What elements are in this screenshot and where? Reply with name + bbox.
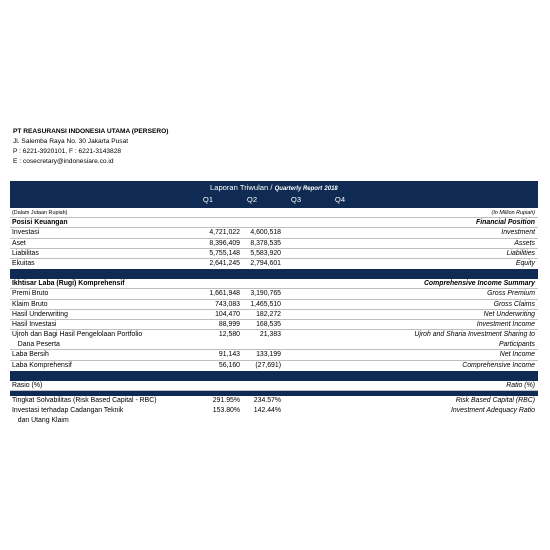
table-row	[10, 289, 538, 299]
row-label-en: Gross Claims	[493, 300, 535, 308]
row-label-id: Hasil Investasi	[12, 320, 57, 328]
quarter-q4: Q4	[334, 195, 346, 204]
row-label-en: Assets	[514, 239, 535, 247]
value-q1: 91,143	[218, 351, 240, 359]
section-title-en: Comprehensive Income Summary	[423, 280, 535, 288]
value-q2: 8,378,535	[250, 239, 281, 247]
quarter-q1: Q1	[202, 195, 214, 204]
table-row	[10, 239, 538, 249]
company-phone: P : 6221-3920101, F : 6221-3143828	[13, 148, 122, 155]
row-label-id: Tingkat Solvabilitas (Risk Based Capital - RBC)	[12, 397, 157, 405]
report-title-en: Quarterly Report	[274, 186, 323, 192]
table-row	[10, 320, 538, 330]
table-row	[10, 396, 538, 406]
row-label-id-line2: dan Utang Klaim	[17, 417, 69, 425]
row-label-id: Liabilitas	[12, 249, 39, 257]
section-title-row	[10, 218, 538, 228]
quarterly-report-table	[10, 181, 538, 427]
table-row	[10, 330, 538, 350]
unit-row	[10, 208, 538, 218]
row-label-id: Hasil Underwriting	[12, 310, 68, 318]
section-title-id: Ikhtisar Laba (Rugi) Komprehensif	[12, 280, 125, 288]
value-q2: 5,583,920	[250, 249, 281, 257]
value-q1: 56,160	[218, 361, 240, 369]
row-label-en	[414, 330, 535, 350]
table-row	[10, 228, 538, 238]
table-row	[10, 249, 538, 259]
unit-label-en: (In Million Rupiah)	[491, 210, 535, 216]
table-row	[10, 300, 538, 310]
company-info	[13, 127, 168, 167]
row-label-id: Investasi	[12, 229, 40, 237]
section-title-row	[10, 279, 538, 289]
row-label-id: Ekuitas	[12, 259, 35, 267]
table-row	[10, 361, 538, 371]
row-label-id-line1: Investasi terhadap Cadangan Teknik	[12, 407, 124, 415]
row-label-en: Liabilities	[506, 249, 535, 257]
row-label-id-line2: Dana Peserta	[17, 341, 60, 349]
company-email: E : cosecretary@indonesiare.co.id	[13, 158, 114, 165]
row-label-en-line1: Ujroh and Sharia Investment Sharing to	[414, 331, 535, 339]
quarter-q2: Q2	[246, 195, 258, 204]
row-label-id: Laba Bersih	[12, 351, 49, 359]
report-title	[210, 183, 338, 192]
company-name: PT REASURANSI INDONESIA UTAMA (PERSERO)	[13, 128, 169, 135]
value-q1: 104,470	[215, 310, 240, 318]
value-q2: 1,465,510	[250, 300, 281, 308]
unit-label-id: (Dalam Jutaan Rupiah)	[12, 210, 68, 216]
table-row	[10, 259, 538, 269]
row-label-en: Investment	[501, 229, 535, 237]
row-label-en: Investment Income	[476, 320, 535, 328]
value-q1: 1,661,948	[209, 290, 240, 298]
value-q2: 3,190,765	[250, 290, 281, 298]
value-q2: 168,535	[256, 320, 281, 328]
value-q2: 133,199	[256, 351, 281, 359]
table-row	[10, 310, 538, 320]
value-q1: 2,641,245	[209, 259, 240, 267]
row-label-id: Klaim Bruto	[12, 300, 48, 308]
row-label-en: Investment Adequacy Ratio	[450, 407, 535, 415]
row-label-en: Comprehensive Income	[462, 361, 535, 369]
row-label-id: Premi Bruto	[12, 290, 49, 298]
value-q1: 5,755,148	[209, 249, 240, 257]
section-divider	[10, 269, 538, 279]
section-title-id: Posisi Keuangan	[12, 219, 68, 227]
row-label-id-line1: Ujroh dan Bagi Hasil Pengelolaan Portfolio	[12, 331, 143, 339]
value-q2: 4,600,518	[250, 229, 281, 237]
row-label-en: Risk Based Capital (RBC)	[455, 397, 535, 405]
value-q1: 88,999	[218, 320, 240, 328]
quarter-q3: Q3	[290, 195, 302, 204]
section-title-en: Ratio (%)	[506, 381, 535, 389]
value-q2: 2,794,601	[250, 259, 281, 267]
value-q1: 8,396,409	[209, 239, 240, 247]
report-title-id: Laporan Triwulan /	[210, 183, 273, 192]
row-label-id	[12, 330, 142, 350]
company-address: Jl. Salemba Raya No. 30 Jakarta Pusat	[13, 138, 129, 145]
report-header	[10, 181, 538, 208]
value-q2: 182,272	[256, 310, 281, 318]
value-q2: 21,383	[259, 331, 281, 339]
row-label-en: Gross Premium	[487, 290, 535, 298]
row-label-en: Equity	[515, 259, 535, 267]
table-row	[10, 350, 538, 360]
report-year: 2018	[324, 186, 338, 192]
row-label-en: Net Underwriting	[483, 310, 535, 318]
value-q1: 12,580	[218, 331, 240, 339]
value-q1: 4,721,022	[209, 229, 240, 237]
value-q1: 743,083	[215, 300, 240, 308]
section-title-id: Rasio (%)	[12, 381, 43, 389]
row-label-en: Net Income	[499, 351, 535, 359]
row-label-id: Laba Komprehensif	[12, 361, 72, 369]
value-q1: 153.80%	[212, 407, 240, 415]
value-q2: (27,691)	[255, 361, 281, 369]
section-title-en: Financial Position	[476, 219, 535, 227]
section-divider	[10, 371, 538, 381]
table-row	[10, 406, 538, 426]
value-q2: 142.44%	[253, 407, 281, 415]
row-label-en-line2: Participants	[498, 341, 535, 349]
row-label-id	[12, 406, 123, 426]
value-q1: 291.95%	[212, 397, 240, 405]
row-label-id: Aset	[12, 239, 26, 247]
value-q2: 234.57%	[253, 397, 281, 405]
section-title-row	[10, 381, 538, 391]
